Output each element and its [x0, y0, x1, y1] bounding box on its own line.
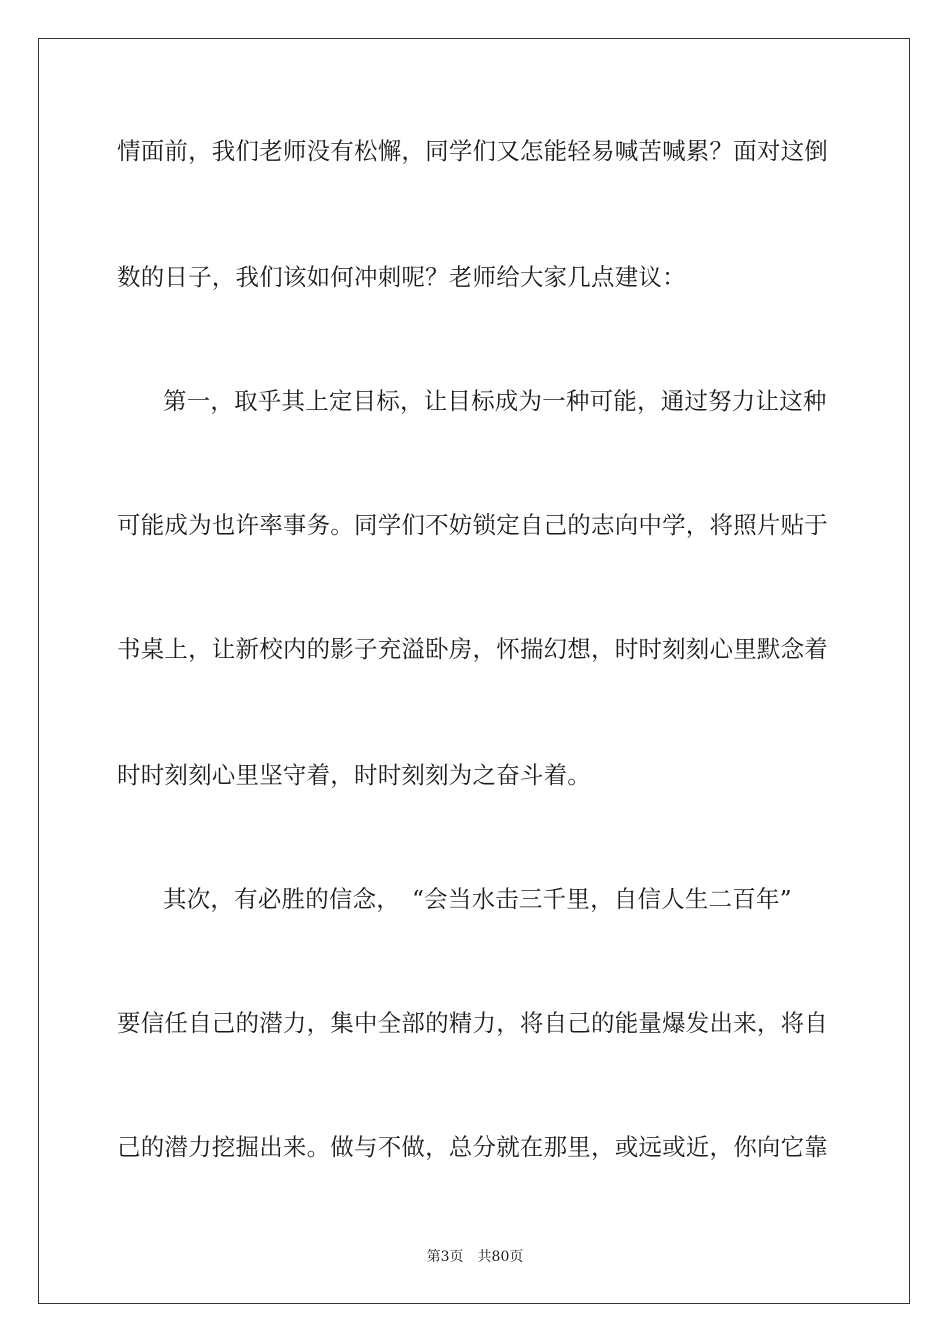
- page-number-footer: 第3页 共80页: [426, 1249, 524, 1265]
- text-line: 时时刻刻心里坚守着，时时刻刻为之奋斗着。: [117, 761, 591, 789]
- text-line: 己的潜力挖掘出来。做与不做，总分就在那里，或远或近，你向它靠: [117, 1133, 828, 1161]
- text-line: 情面前，我们老师没有松懈，同学们又怎能轻易喊苦喊累？面对这倒: [117, 137, 828, 165]
- text-line: 要信任自己的潜力，集中全部的精力，将自己的能量爆发出来，将自: [117, 1009, 828, 1037]
- page-border: [38, 38, 910, 1304]
- text-line-indented: 第一，取乎其上定目标，让目标成为一种可能，通过努力让这种: [163, 387, 827, 415]
- text-line: 可能成为也许率事务。同学们不妨锁定自己的志向中学，将照片贴于: [117, 511, 828, 539]
- text-line: 书桌上，让新校内的影子充溢卧房，怀揣幻想，时时刻刻心里默念着: [117, 635, 828, 663]
- text-line: 数的日子，我们该如何冲刺呢？老师给大家几点建议：: [117, 263, 686, 291]
- text-line-indented: 其次，有必胜的信念， “会当水击三千里，自信人生二百年”: [163, 885, 792, 913]
